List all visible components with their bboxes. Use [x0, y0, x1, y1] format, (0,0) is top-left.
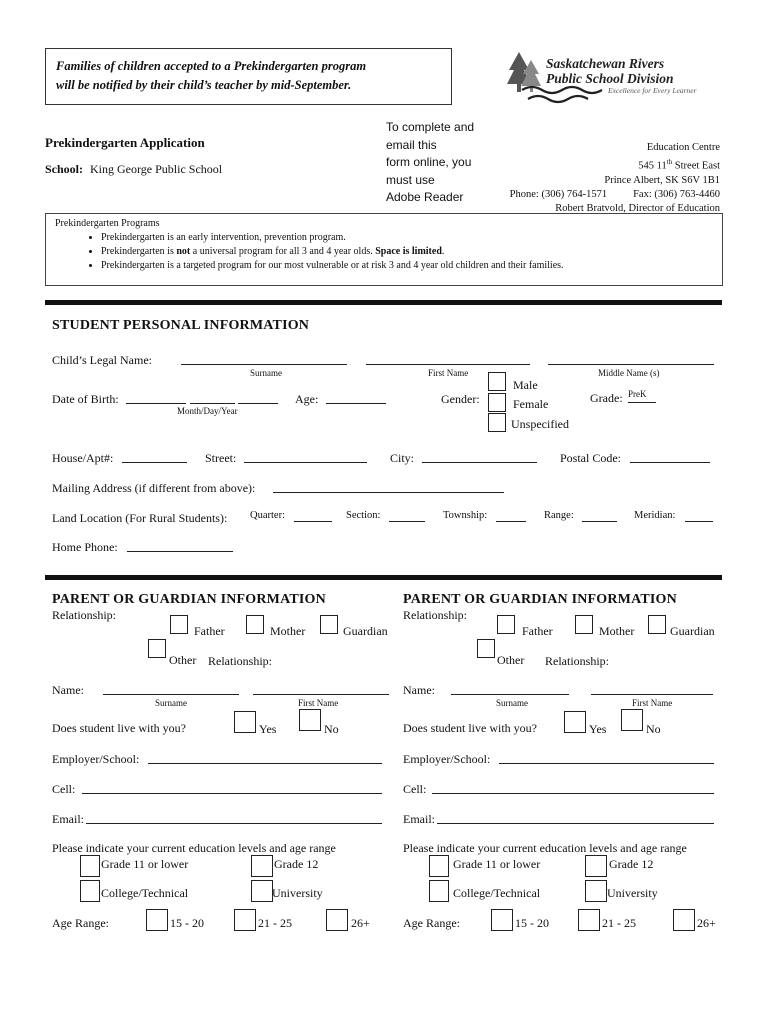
guardian-2-guardian-checkbox[interactable] [648, 615, 666, 634]
guardian-1-email-label: Email: [52, 812, 84, 826]
guardian-1-other-relationship-label: Relationship: [208, 654, 272, 668]
guardian-1-grade12-label: Grade 12 [274, 857, 319, 871]
guardian-2-age-21-25-label: 21 - 25 [602, 916, 636, 930]
guardian-2-name-label: Name: [403, 683, 435, 697]
gender-male-checkbox[interactable] [488, 372, 506, 391]
guardian-2-email-label: Email: [403, 812, 435, 826]
guardian-1-education-label: Please indicate your current education levels and age range [52, 841, 336, 855]
guardian-1-no-checkbox[interactable] [299, 709, 321, 731]
programs-title: Prekindergarten Programs [55, 218, 160, 229]
gender-male-label: Male [513, 378, 538, 392]
home-phone-label: Home Phone: [52, 540, 118, 554]
program-bullet: • Prekindergarten is a targeted program for our most vulnerable or at risk 3 and 4 year old children and their families. [101, 259, 713, 273]
guardian-2-first-name-field[interactable] [591, 694, 713, 695]
guardian-2-yes-label: Yes [589, 722, 607, 736]
guardian-1-guardian-checkbox[interactable] [320, 615, 338, 634]
guardian-2-age-15-20-label: 15 - 20 [515, 916, 549, 930]
guardian-1-age-15-20-label: 15 - 20 [170, 916, 204, 930]
guardian-1-other-label: Other [169, 653, 197, 667]
guardian-1-father-label: Father [194, 624, 225, 638]
water-waves-icon [520, 84, 620, 106]
office-name: Education Centre [646, 142, 720, 153]
guardian-1-first-name-field[interactable] [253, 694, 389, 695]
form-title: Prekindergarten Application [45, 135, 205, 150]
home-phone-field[interactable] [127, 551, 233, 552]
section-divider [45, 575, 722, 580]
guardian-2-yes-checkbox[interactable] [564, 711, 586, 733]
guardian-2-email-field[interactable] [437, 823, 714, 824]
township-label: Township: [443, 510, 488, 521]
guardian-1-mother-checkbox[interactable] [246, 615, 264, 634]
guardian-2-surname-field[interactable] [451, 694, 569, 695]
programs-box [45, 213, 723, 286]
street-label: Street: [205, 451, 237, 465]
meridian-label: Meridian: [634, 510, 676, 521]
guardian-1-cell-field[interactable] [82, 793, 382, 794]
guardian-2-father-checkbox[interactable] [497, 615, 515, 634]
age-field[interactable] [326, 403, 386, 404]
programs-list [55, 231, 713, 273]
guardian-2-cell-field[interactable] [432, 793, 714, 794]
online-note-line: form online, you [386, 155, 472, 169]
office-city: Prince Albert, SK S6V 1B1 [604, 174, 720, 186]
guardian-1-heading: PARENT OR GUARDIAN INFORMATION [52, 592, 326, 607]
township-field[interactable] [496, 521, 526, 522]
gender-label: Gender: [441, 392, 480, 406]
guardian-1-employer-label: Employer/School: [52, 752, 140, 766]
section-divider [45, 300, 722, 305]
guardian-1-relationship-label: Relationship: [52, 608, 116, 622]
guardian-2-age-26-plus-label: 26+ [697, 916, 716, 930]
guardian-2-heading: PARENT OR GUARDIAN INFORMATION [403, 592, 677, 607]
dob-label: Date of Birth: [52, 392, 119, 406]
school-value: King George Public School [90, 162, 223, 176]
guardian-1-first-name-hint: First Name [298, 698, 339, 708]
guardian-2-age-21-25-checkbox[interactable] [578, 909, 600, 931]
surname-hint: Surname [250, 368, 282, 378]
city-label: City: [390, 451, 415, 465]
legal-name-label: Child’s Legal Name: [52, 353, 152, 367]
postal-field[interactable] [630, 462, 710, 463]
guardian-2-university-label: University [607, 886, 658, 900]
online-note [386, 119, 474, 207]
postal-label: Postal Code: [560, 451, 622, 465]
guardian-1-age-26-plus-label: 26+ [351, 916, 370, 930]
guardian-1-age-26-plus-checkbox[interactable] [326, 909, 348, 931]
logo-title-line-1: Saskatchewan Rivers [546, 56, 665, 71]
guardian-1-surname-hint: Surname [155, 698, 187, 708]
guardian-1-yes-label: Yes [259, 722, 277, 736]
guardian-2-relationship-label: Relationship: [403, 608, 467, 622]
program-text: Prekindergarten is [101, 246, 177, 257]
online-note-line: Adobe Reader [386, 190, 464, 204]
grade-field[interactable] [628, 402, 656, 403]
city-field[interactable] [422, 462, 537, 463]
guardian-1-university-checkbox[interactable] [251, 880, 273, 902]
house-label: House/Apt#: [52, 451, 114, 465]
guardian-1-yes-checkbox[interactable] [234, 711, 256, 733]
program-emphasis: not [176, 246, 191, 257]
grade-label: Grade: [590, 391, 623, 405]
office-street-number: 545 11 [638, 160, 667, 172]
guardian-2-grade11-checkbox[interactable] [429, 855, 449, 877]
online-note-line: To complete and [386, 120, 475, 134]
guardian-2-guardian-label: Guardian [670, 624, 715, 638]
first-name-hint: First Name [428, 368, 469, 378]
guardian-1-grade11-checkbox[interactable] [80, 855, 100, 877]
online-note-line: must use [386, 172, 435, 187]
guardian-2-employer-label: Employer/School: [403, 752, 491, 766]
office-director: Robert Bratvold, Director of Education [555, 202, 720, 214]
age-label: Age: [295, 392, 319, 406]
range-label: Range: [544, 510, 574, 521]
notice-line-2: will be notified by their child’s teacher by mid-September. [56, 78, 352, 92]
quarter-field[interactable] [294, 521, 332, 522]
guardian-2-other-checkbox[interactable] [477, 639, 495, 658]
dob-day-field[interactable] [190, 403, 235, 404]
online-note-line: email this [386, 137, 437, 152]
guardian-1-grade11-label: Grade 11 or lower [101, 857, 189, 871]
guardian-1-guardian-label: Guardian [343, 624, 388, 638]
guardian-2-grade12-label: Grade 12 [609, 857, 654, 871]
guardian-2-other-relationship-label: Relationship: [545, 654, 609, 668]
dob-year-field[interactable] [238, 403, 278, 404]
guardian-2-mother-label: Mother [599, 624, 635, 638]
meridian-field[interactable] [685, 521, 713, 522]
office-fax: Fax: (306) 763-4460 [633, 188, 720, 200]
guardian-2-college-checkbox[interactable] [429, 880, 449, 902]
guardian-1-email-field[interactable] [86, 823, 382, 824]
guardian-2-education-label: Please indicate your current education levels and age range [403, 841, 687, 855]
guardian-2-age-range-label: Age Range: [403, 916, 460, 930]
guardian-1-age-range-label: Age Range: [52, 916, 109, 930]
guardian-1-college-checkbox[interactable] [80, 880, 100, 902]
guardian-1-age-21-25-label: 21 - 25 [258, 916, 292, 930]
guardian-1-college-label: College/Technical [101, 886, 189, 900]
guardian-1-lives-with-label: Does student live with you? [52, 721, 186, 735]
gender-unspecified-label: Unspecified [511, 417, 569, 431]
range-field[interactable] [582, 521, 617, 522]
guardian-2-employer-field[interactable] [499, 763, 714, 764]
guardian-1-no-label: No [324, 722, 339, 736]
guardian-1-grade12-checkbox[interactable] [251, 855, 273, 877]
program-text: a universal program for all 3 and 4 year olds. [190, 246, 376, 257]
grade-value: PreK [628, 389, 647, 399]
student-heading: STUDENT PERSONAL INFORMATION [52, 318, 310, 333]
guardian-1-father-checkbox[interactable] [170, 615, 188, 634]
office-street-name: Street East [672, 160, 720, 172]
guardian-1-surname-field[interactable] [103, 694, 239, 695]
mailing-label: Mailing Address (if different from above): [52, 481, 256, 495]
guardian-1-other-checkbox[interactable] [148, 639, 166, 658]
program-bullet [101, 245, 713, 259]
guardian-2-lives-with-label: Does student live with you? [403, 721, 537, 735]
middle-name-field[interactable] [548, 364, 714, 365]
notice-line-1: Families of children accepted to a Prekindergarten program [56, 59, 367, 73]
guardian-1-employer-field[interactable] [148, 763, 382, 764]
guardian-2-other-label: Other [497, 653, 525, 667]
office-address [510, 141, 720, 216]
program-bullet: • Prekindergarten is an early intervention, prevention program. [101, 231, 713, 245]
office-contact [510, 188, 720, 202]
guardian-2-cell-label: Cell: [403, 782, 427, 796]
quarter-label: Quarter: [250, 510, 285, 521]
school-label: School: [45, 162, 84, 176]
office-phone: Phone: (306) 764-1571 [509, 188, 608, 200]
program-emphasis: Space is limited [375, 246, 442, 257]
gender-female-checkbox[interactable] [488, 393, 506, 412]
surname-field[interactable] [181, 364, 347, 365]
dob-month-field[interactable] [126, 403, 186, 404]
guardian-1-age-21-25-checkbox[interactable] [234, 909, 256, 931]
school-row [45, 162, 222, 177]
program-text: . [441, 246, 445, 257]
guardian-2-age-26-plus-checkbox[interactable] [673, 909, 695, 931]
guardian-1-university-label: University [272, 886, 323, 900]
section-label: Section: [346, 510, 381, 521]
guardian-2-university-checkbox[interactable] [585, 880, 607, 902]
first-name-field[interactable] [366, 364, 530, 365]
notice-box [45, 48, 452, 105]
guardian-2-grade11-label: Grade 11 or lower [453, 857, 541, 871]
gender-unspecified-checkbox[interactable] [488, 413, 506, 432]
guardian-2-no-checkbox[interactable] [621, 709, 643, 731]
guardian-1-mother-label: Mother [270, 624, 306, 638]
guardian-2-surname-hint: Surname [496, 698, 528, 708]
office-street [510, 155, 720, 174]
guardian-2-grade12-checkbox[interactable] [585, 855, 607, 877]
guardian-2-age-15-20-checkbox[interactable] [491, 909, 513, 931]
section-field[interactable] [389, 521, 425, 522]
street-field[interactable] [244, 462, 367, 463]
middle-name-hint: Middle Name (s) [598, 368, 660, 378]
guardian-2-father-label: Father [522, 624, 553, 638]
guardian-2-no-label: No [646, 722, 661, 736]
guardian-2-college-label: College/Technical [453, 886, 541, 900]
guardian-2-first-name-hint: First Name [632, 698, 673, 708]
gender-female-label: Female [513, 397, 549, 411]
logo-tagline: Excellence for Every Learner [608, 86, 697, 95]
mailing-field[interactable] [273, 492, 504, 493]
logo-title-line-2: Public School Division [546, 71, 674, 86]
guardian-2-mother-checkbox[interactable] [575, 615, 593, 634]
guardian-1-age-15-20-checkbox[interactable] [146, 909, 168, 931]
dob-hint: Month/Day/Year [177, 406, 238, 416]
house-field[interactable] [122, 462, 187, 463]
land-label: Land Location (For Rural Students): [52, 511, 228, 525]
guardian-1-name-label: Name: [52, 683, 84, 697]
guardian-1-cell-label: Cell: [52, 782, 76, 796]
office-street-sup: th [666, 158, 673, 166]
